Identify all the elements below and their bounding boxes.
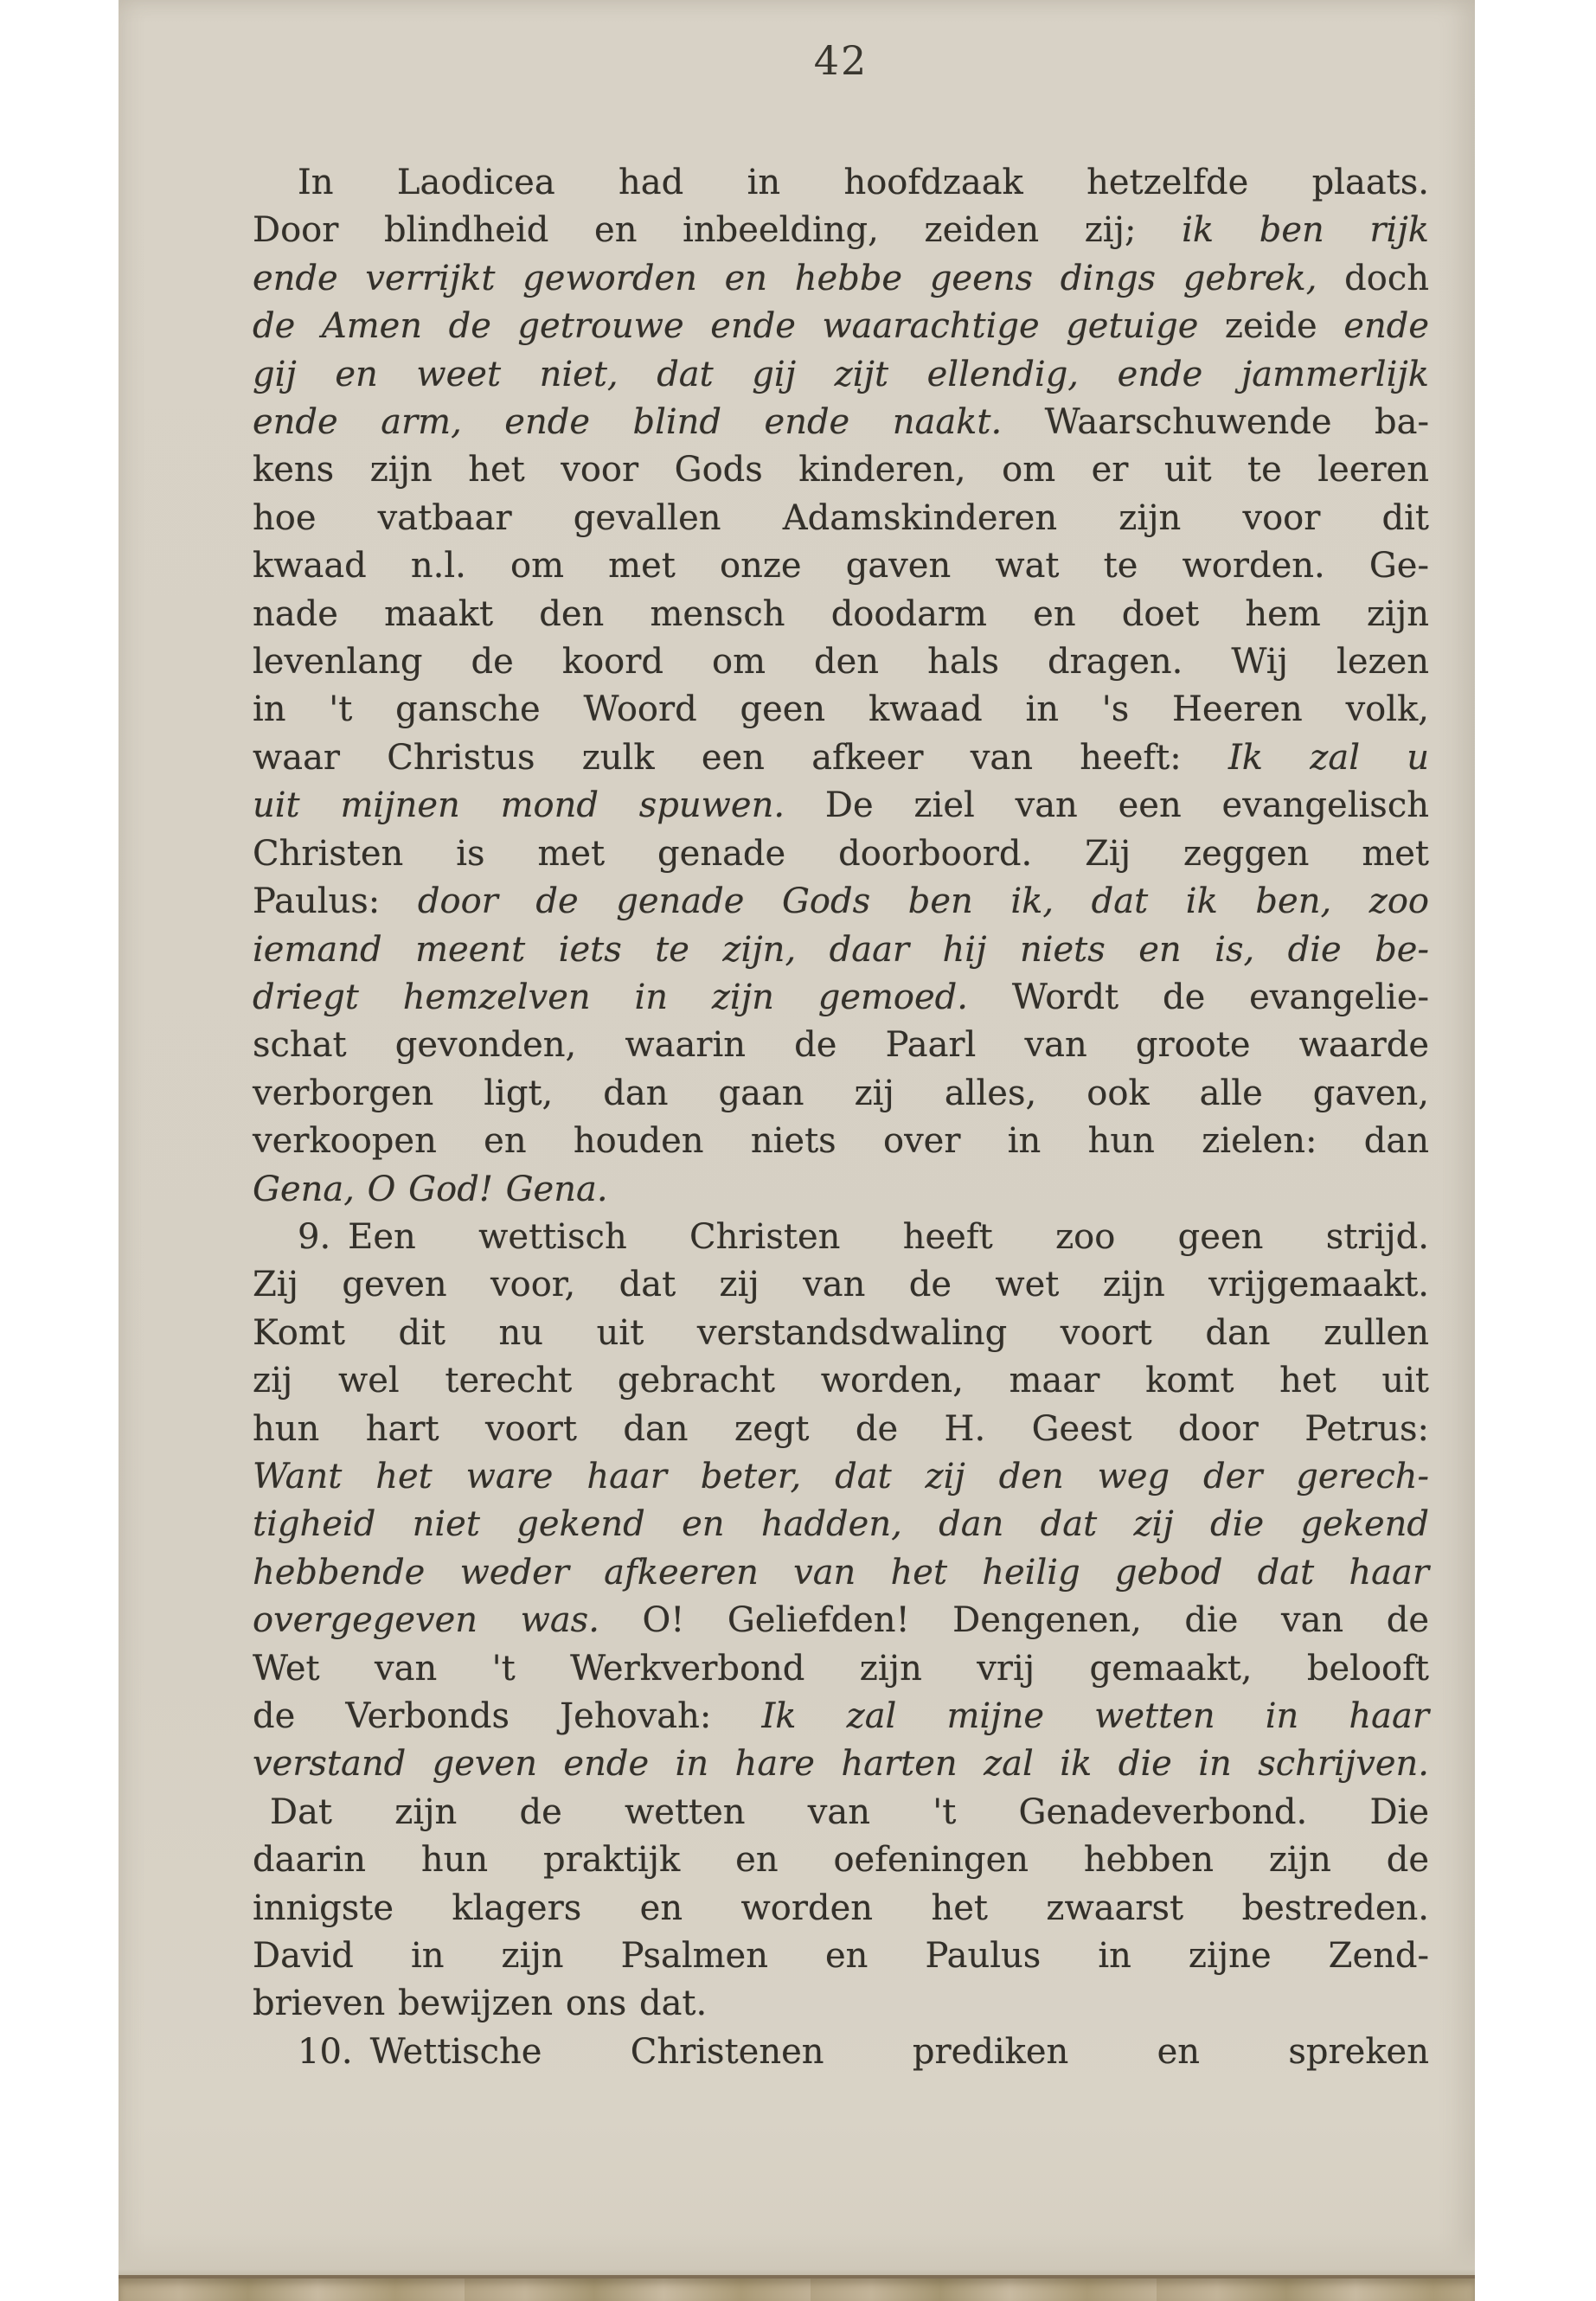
text-line: [253, 495, 1429, 542]
italic-text-segment: Gena, O God! Gena.: [253, 1169, 608, 1209]
text-segment: innigste klagers en worden het zwaarst bestreden.: [253, 1888, 1429, 1928]
text-line: [253, 351, 1429, 399]
text-segment: David in zijn Psalmen en Paulus in zijne Zend-: [253, 1936, 1429, 1977]
text-line: [253, 734, 1429, 782]
italic-text-segment: verstand geven ende in hare harten zal ik die in schrijven.: [253, 1744, 1429, 1785]
italic-text-segment: tigheid niet gekend en hadden, dan dat zij die gekend: [253, 1504, 1429, 1545]
text-segment: Zij geven voor, dat zij van de wet zijn vrijgemaakt.: [253, 1265, 1429, 1305]
text-line: [253, 1357, 1429, 1405]
text-block: [253, 159, 1429, 2076]
text-line: [253, 1166, 1429, 1214]
text-line: [253, 1453, 1429, 1501]
text-segment: 9. Een wettisch Christen heeft zoo geen strijd.: [298, 1216, 1429, 1257]
text-segment: zeide: [1198, 306, 1344, 347]
text-line: [253, 1740, 1429, 1788]
text-line: [253, 1214, 1429, 1261]
text-segment: zij wel terecht gebracht worden, maar komt het uit: [253, 1361, 1429, 1401]
italic-text-segment: uit mijnen mond spuwen.: [253, 785, 785, 826]
text-line: [253, 1693, 1429, 1740]
text-line: [253, 686, 1429, 734]
text-line: [253, 542, 1429, 590]
italic-text-segment: ende verrijkt geworden en hebbe geens dings gebrek,: [253, 258, 1317, 298]
text-line: [253, 1118, 1429, 1165]
text-line: [253, 1932, 1429, 1980]
italic-text-segment: ik ben rijk: [1182, 210, 1429, 251]
text-line: [253, 591, 1429, 638]
text-segment: nade maakt den mensch doodarm en doet hem zijn: [253, 593, 1429, 634]
text-segment: hun hart voort dan zegt de H. Geest door Petrus:: [253, 1408, 1429, 1449]
text-line: [253, 1501, 1429, 1548]
text-segment: kwaad n.l. om met onze gaven wat te worden. Ge-: [253, 546, 1429, 586]
text-segment: kens zijn het voor Gods kinderen, om er uit te leeren: [253, 450, 1429, 490]
italic-text-segment: Ik zal u: [1227, 737, 1429, 778]
page-bottom-edge: [119, 2275, 1475, 2301]
text-segment: verborgen ligt, dan gaan zij alles, ook alle gaven,: [253, 1073, 1429, 1113]
text-segment: verkoopen en houden niets over in hun zielen: dan: [253, 1121, 1429, 1162]
text-segment: in 't gansche Woord geen kwaad in 's Heeren volk,: [253, 689, 1429, 730]
page-number: 42: [813, 37, 869, 84]
text-line: [253, 1261, 1429, 1309]
text-line: [253, 1836, 1429, 1884]
text-segment: In Laodicea had in hoofdzaak hetzelfde plaats.: [298, 163, 1429, 202]
text-segment: Waarschuwende ba-: [1002, 402, 1429, 443]
text-segment: Wet van 't Werkverbond zijn vrij gemaakt, belooft: [253, 1648, 1429, 1689]
text-segment: schat gevonden, waarin de Paarl van groote waarde: [253, 1025, 1429, 1066]
text-line: [253, 1022, 1429, 1069]
text-line: [253, 399, 1429, 446]
text-segment: de Verbonds Jehovah:: [253, 1696, 762, 1736]
italic-text-segment: overgegeven was.: [253, 1600, 599, 1641]
text-segment: Komt dit nu uit verstandsdwaling voort dan zullen: [253, 1312, 1429, 1353]
italic-text-segment: ende: [1343, 306, 1429, 347]
text-segment: Christen is met genade doorboord. Zij zeggen met: [253, 833, 1429, 874]
text-line: [253, 2029, 1429, 2076]
text-line: [253, 1549, 1429, 1597]
text-line: [253, 1789, 1429, 1836]
page-bottom-fade: [119, 2234, 1475, 2275]
text-line: [253, 782, 1429, 830]
text-segment: doch: [1317, 258, 1429, 298]
book-page-paper: [119, 0, 1475, 2301]
text-segment: waar Christus zulk een afkeer van heeft:: [253, 737, 1228, 778]
text-line: [253, 926, 1429, 974]
text-line: [253, 1885, 1429, 1932]
text-segment: hoe vatbaar gevallen Adamskinderen zijn voor dit: [253, 497, 1429, 538]
italic-text-segment: gij en weet niet, dat gij zijt ellendig, ende jammerlijk: [253, 354, 1429, 394]
italic-text-segment: Want het ware haar beter, dat zij den weg der gerech-: [253, 1456, 1429, 1497]
text-segment: De ziel van een evangelisch: [785, 785, 1429, 826]
italic-text-segment: hebbende weder afkeeren van het heilig gebod dat haar: [253, 1552, 1429, 1593]
italic-text-segment: driegt hemzelven in zijn gemoed.: [253, 977, 969, 1017]
text-segment: Paulus:: [253, 881, 418, 922]
italic-text-segment: de Amen de getrouwe ende waarachtige getuige: [253, 306, 1199, 347]
text-line: [253, 638, 1429, 686]
text-line: [253, 1645, 1429, 1693]
text-line: [253, 1310, 1429, 1357]
text-line: [253, 974, 1429, 1022]
text-segment: 10. Wettische Christenen prediken en spreken: [298, 2031, 1429, 2072]
text-segment: daarin hun praktijk en oefeningen hebben zijn de: [253, 1840, 1429, 1881]
text-segment: Wordt de evangelie-: [968, 977, 1430, 1017]
italic-text-segment: Ik zal mijne wetten in haar: [761, 1696, 1430, 1736]
text-segment: levenlang de koord om den hals dragen. Wij lezen: [253, 642, 1429, 683]
text-segment: Door blindheid en inbeelding, zeiden zij;: [253, 210, 1183, 251]
text-segment: Dat zijn de wetten van 't Genadeverbond. Die: [270, 1791, 1429, 1832]
text-line: [253, 830, 1429, 878]
italic-text-segment: ende arm, ende blind ende naakt.: [253, 402, 1003, 443]
text-line: [253, 207, 1429, 254]
text-line: [253, 159, 1429, 207]
italic-text-segment: iemand meent iets te zijn, daar hij niets en is, die be-: [253, 929, 1429, 970]
text-line: [253, 1980, 1429, 2028]
text-line: [253, 878, 1429, 926]
text-segment: brieven bewijzen ons dat.: [253, 1984, 708, 2024]
text-line: [253, 1406, 1429, 1453]
text-line: [253, 1597, 1429, 1644]
italic-text-segment: door de genade Gods ben ik, dat ik ben, zoo: [417, 881, 1429, 922]
text-line: [253, 1070, 1429, 1118]
text-line: [253, 303, 1429, 350]
text-segment: O! Geliefden! Dengenen, die van de: [599, 1600, 1429, 1641]
text-line: [253, 446, 1429, 494]
text-line: [253, 255, 1429, 303]
